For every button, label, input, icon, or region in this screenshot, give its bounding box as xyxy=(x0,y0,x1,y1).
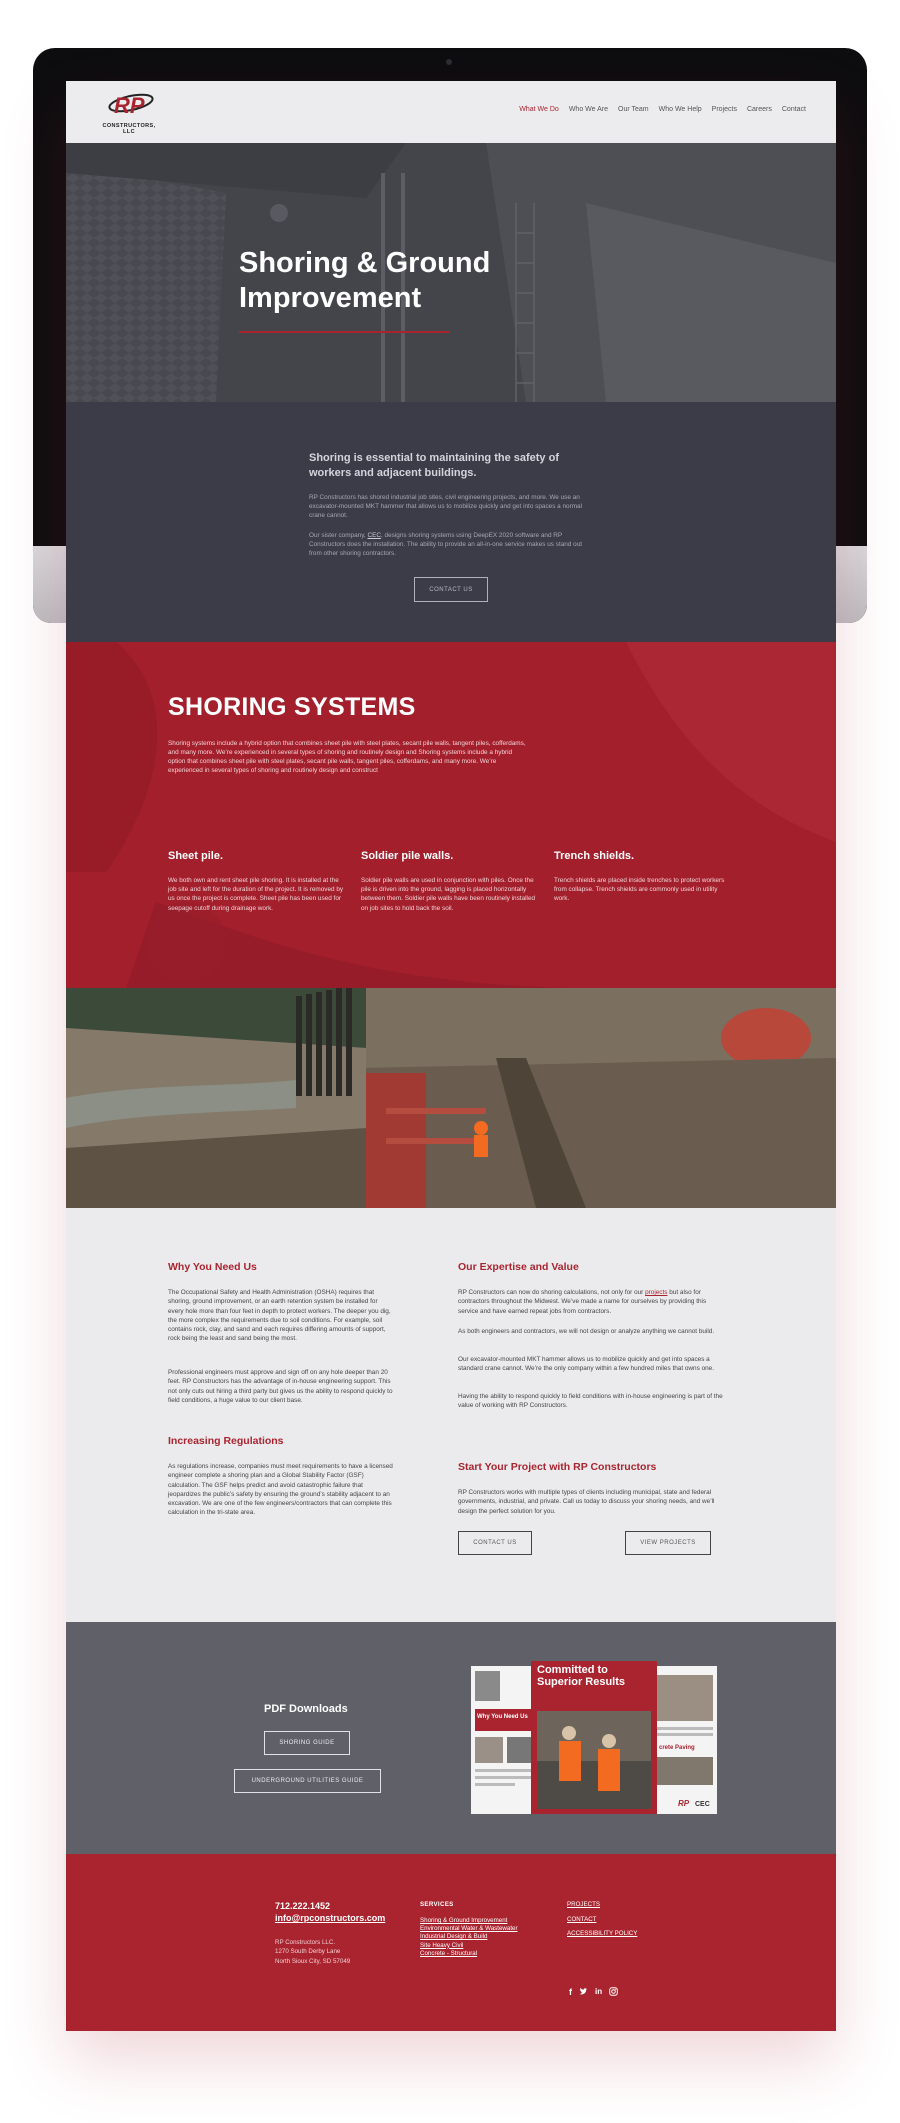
column-text: Soldier pile walls are used in conjunction with piles. Once the pile is driven into the ground, lagging is placed horizontally between them. Soldier pile walls have been routinely installed on job sites to hold back the soil. xyxy=(361,877,536,912)
shoring-guide-button[interactable]: SHORING GUIDE xyxy=(264,1731,350,1755)
website-page xyxy=(66,81,836,2031)
brochure-brand-cec: CEC xyxy=(695,1801,710,1808)
footer-address: RP Constructors LLC. 1270 South Derby Lane North Sioux City, SD 57049 xyxy=(275,1939,351,1965)
intro-section xyxy=(66,402,836,642)
column-text: We both own and rent sheet pile shoring. It is installed at the job site and left for the duration of the project. It is removed by us once the project is complete. Sheet pile has been used for seepage cutoff during drainage work. xyxy=(168,877,344,912)
footer-service-link[interactable]: Shoring & Ground Improvement xyxy=(420,1917,508,1924)
brochure-right-title: crete Paving xyxy=(659,1745,695,1751)
footer-service-link[interactable]: Industrial Design & Build xyxy=(420,1933,488,1941)
jobsite-photo-collage xyxy=(66,988,836,1208)
site-footer xyxy=(66,1854,836,2031)
footer-links xyxy=(567,1901,637,1937)
nav-item-our-team[interactable]: Our Team xyxy=(618,106,649,113)
shoring-systems-section xyxy=(66,642,836,988)
why-heading: Why You Need Us xyxy=(168,1261,257,1273)
start-project-paragraph: RP Constructors works with multiple types of clients including municipal, state and federal governments, industrial, and private. Call us today to discuss your shoring needs, and we’ll design the perfect solution for you. xyxy=(458,1489,715,1515)
webcam-dot xyxy=(446,59,452,65)
logo-tagline: CONSTRUCTORS, LLC xyxy=(102,123,156,135)
underground-utilities-guide-button[interactable]: UNDERGROUND UTILITIES GUIDE xyxy=(234,1769,381,1793)
rp-logo-mark xyxy=(108,89,154,119)
site-logo[interactable] xyxy=(96,89,162,135)
nav-item-who-we-help[interactable]: Who We Help xyxy=(658,106,702,113)
cec-link[interactable]: CEC xyxy=(367,532,381,539)
contact-us-button-2[interactable]: CONTACT US xyxy=(458,1531,532,1555)
contact-us-button[interactable]: CONTACT US xyxy=(414,577,488,602)
column-text: Trench shields are placed inside trenches to protect workers from collapse. Trench shields are commonly used in utility work. xyxy=(554,877,725,903)
site-header xyxy=(66,81,836,143)
hero-title-underline xyxy=(239,331,449,333)
brochure-image xyxy=(471,1661,717,1814)
trench-shields-column xyxy=(554,850,734,904)
shoring-lead: Shoring systems include a hybrid option that combines sheet pile with steel plates, secant pile walls, tangent piles, cofferdams, and many more. We’re experienced in several types of shoring and routinely design and Shoring systems include a hybrid option that combines sheet pile with steel plates, secant pile walls, tangent piles, cofferdams, and many more. We’re experienced in several types of shoring and routinely design and construct xyxy=(168,740,526,774)
footer-link-projects[interactable]: PROJECTS xyxy=(567,1901,601,1908)
expertise-paragraph-1: RP Constructors can now do shoring calculations, not only for our projects but also for contractors throughout the Midwest. We’ve made a name for ourselves by providing this service and have earned repeat jobs from contractors. xyxy=(458,1289,707,1315)
hero-banner xyxy=(66,143,836,402)
nav-item-who-we-are[interactable]: Who We Are xyxy=(568,106,608,113)
brochure-left-title: Why You Need Us xyxy=(477,1714,528,1720)
footer-link-accessibility[interactable]: ACCESSIBILITY POLICY xyxy=(567,1930,638,1937)
linkedin-icon[interactable]: in xyxy=(595,1987,603,1996)
why-paragraph-2: Professional engineers must approve and sign off on any hole deeper than 20 feet. RP Constructors has the advantage of in-house engineering support. This not only cuts out hiring a third party but gives us the ability to respond quickly to field conditions, a huge value to our client base. xyxy=(168,1369,393,1404)
intro-heading: Shoring is essential to maintaining the safety of workers and adjacent buildings. xyxy=(309,452,559,479)
facebook-icon[interactable]: f xyxy=(569,1987,572,1997)
footer-services-list xyxy=(420,1917,518,1957)
details-section xyxy=(66,1208,836,1622)
start-project-heading: Start Your Project with RP Constructors xyxy=(458,1461,657,1473)
pdf-downloads-section xyxy=(66,1622,836,1854)
expertise-heading: Our Expertise and Value xyxy=(458,1261,579,1273)
jobsite-photo xyxy=(66,988,836,1208)
footer-phone[interactable]: 712.222.1452 xyxy=(275,1901,331,1911)
instagram-icon[interactable] xyxy=(609,1987,618,1998)
footer-email-link[interactable]: info@rpconstructors.com xyxy=(275,1913,386,1923)
column-title: Soldier pile walls. xyxy=(361,850,454,862)
sheet-pile-column xyxy=(168,850,348,913)
column-title: Sheet pile. xyxy=(168,850,224,862)
soldier-pile-column xyxy=(361,850,541,913)
expertise-paragraph-4: Having the ability to respond quickly to field conditions with in-house engineering is part of the value of working with RP Constructors. xyxy=(458,1393,723,1410)
nav-item-careers[interactable]: Careers xyxy=(746,106,772,113)
view-projects-button[interactable]: VIEW PROJECTS xyxy=(625,1531,711,1555)
why-paragraph-1: The Occupational Safety and Health Administration (OSHA) requires that shoring, ground improvement, or an earth retention system be installed for every hole more than four feet in depth to protect workers. The deeper you dig, the more complex the requirements due to soil conditions. For example, soil contains rock, clay, and sand and each requires differing amounts of support, rock being the least and sand being the most. xyxy=(168,1289,391,1343)
brochure-brand-rp: RP xyxy=(678,1799,690,1808)
expertise-paragraph-3: Our excavator-mounted MKT hammer allows us to mobilize quickly and get into spaces a standard crane cannot. We’re the only company within a few hundred miles that owns one. xyxy=(458,1356,715,1373)
footer-services-heading: SERVICES xyxy=(420,1901,454,1908)
footer-service-link[interactable]: Concrete - Structural xyxy=(420,1949,478,1957)
footer-service-link[interactable]: Site Heavy Civil xyxy=(420,1941,464,1949)
nav-item-projects[interactable]: Projects xyxy=(711,106,737,113)
regulations-heading: Increasing Regulations xyxy=(168,1435,284,1447)
nav-item-contact[interactable]: Contact xyxy=(781,106,806,113)
column-title: Trench shields. xyxy=(554,850,635,862)
footer-service-link[interactable]: Environmental Water & Wastewater xyxy=(420,1925,518,1933)
intro-paragraph-1: RP Constructors has shored industrial job sites, civil engineering projects, and more. We use an excavator-mounted MKT hammer that allows us to mobilize quickly and get into spaces a normal crane cannot. xyxy=(309,494,583,519)
logo-letters: RP xyxy=(114,93,145,118)
regulations-paragraph: As regulations increase, companies must meet requirements to have a licensed engineer complete a shoring plan and a Global Stability Factor (GSF) calculation. The GSF helps predict and avoid catastrophic failure that jeopardizes the public’s safety by ensuring the ground’s stability adjacent to an excavation. We are one of the few engineers/contractors that can complete this calculation in the tri-state area. xyxy=(168,1463,393,1517)
main-nav xyxy=(519,106,806,113)
twitter-icon[interactable] xyxy=(579,1987,588,1998)
projects-link[interactable]: projects xyxy=(645,1289,668,1296)
brochure-headline: Committed to Superior Results xyxy=(537,1664,626,1688)
footer-link-contact[interactable]: CONTACT xyxy=(567,1915,597,1923)
brochure-preview[interactable] xyxy=(471,1661,717,1814)
downloads-heading: PDF Downloads xyxy=(264,1703,348,1715)
hero-title: Shoring & Ground Improvement xyxy=(239,247,491,314)
intro-paragraph-2: Our sister company, CEC, designs shoring systems using DeepEX 2020 software and RP Constructors does the installation. The ability to provide an all-in-one service makes us stand out from other shoring contractors. xyxy=(309,532,583,557)
social-icons xyxy=(569,1987,618,1998)
nav-item-what-we-do[interactable]: What We Do xyxy=(519,106,559,113)
shoring-title: SHORING SYSTEMS xyxy=(168,693,416,721)
expertise-paragraph-2: As both engineers and contractors, we will not design or analyze anything we cannot build. xyxy=(458,1328,715,1335)
